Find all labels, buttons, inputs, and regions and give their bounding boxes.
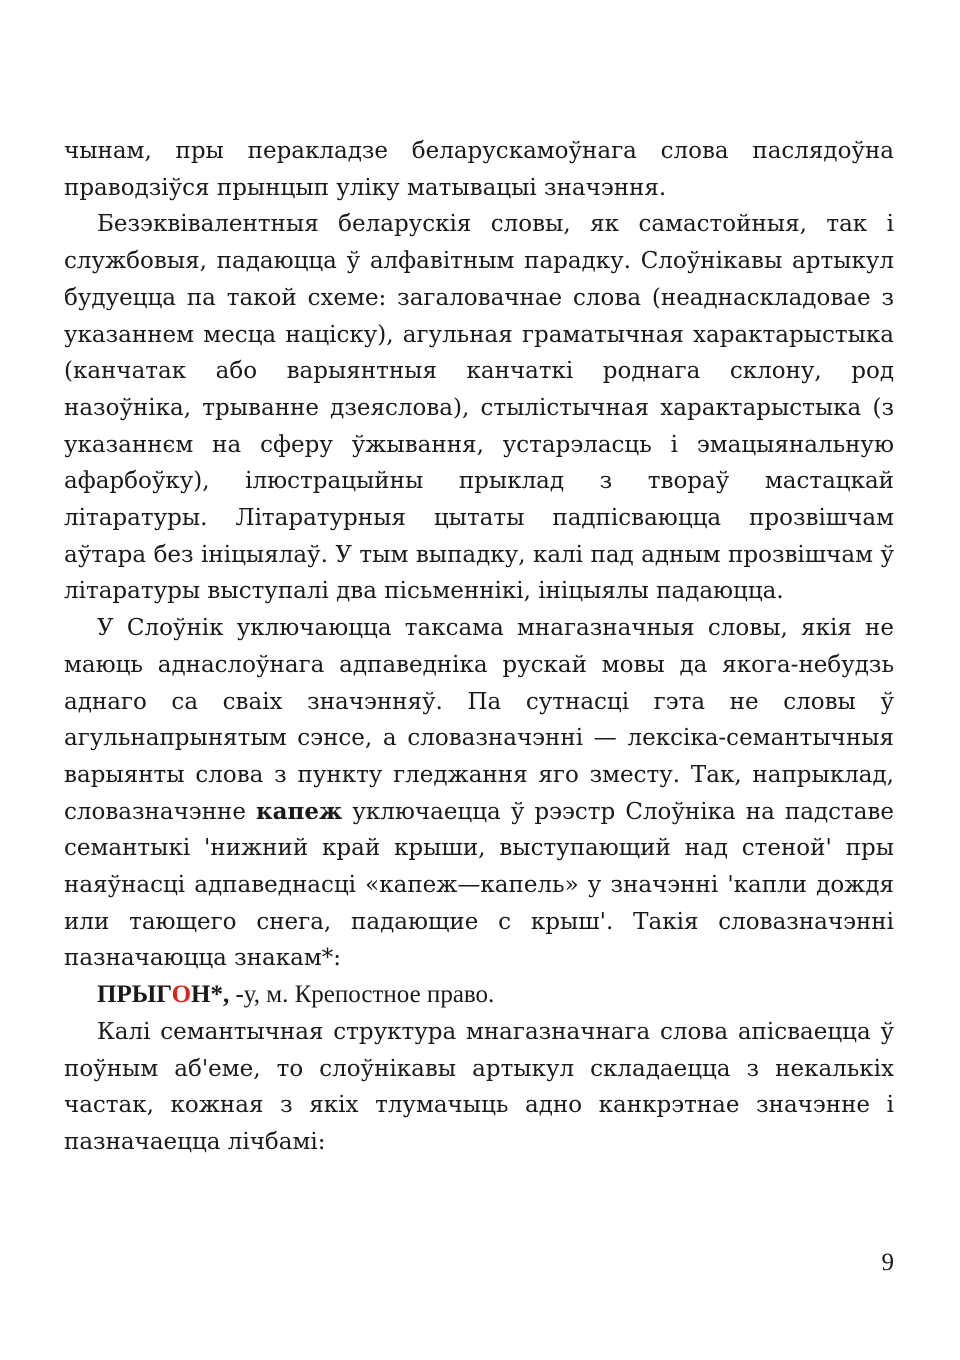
bold-headword-kapezh: капеж [256,797,343,825]
page-number: 9 [881,1249,894,1276]
paragraph-text-before: У Слоўнік уключаюцца таксама мнагазначныя словы, якія не маюць аднаслоўнага адпаведніка рускай мовы да якога-небудзь аднаго са сваіх значэнняў. Па сутнасці гэта не словы ў агульнапрынятым сэнсе, а словазначэнні — лексіка-семантычныя варыянты слова з пункту гледжання яго зместу. Так, напрыклад, словазначэнне [64,615,894,825]
example-headword-stressed-vowel: О [171,981,192,1009]
example-headword-end: Н*, [191,981,230,1009]
body-text [64,133,894,1161]
paragraph-continuation: чынам, пры перакладзе беларускамоўнага слова паслядоўна праводзіўся прынцып уліку матывацыі значэння. [64,138,894,201]
dictionary-example-entry [64,977,894,1014]
paragraph-semantic-structure: Калі семантычная структура мнагазначнага слова апісваецца ў поўным аб'еме, то слоўнікавы артыкул складаецца з некалькіх частак, кожная з якіх тлумачыць адно канкрэтнае значэнне і пазначаецца лічбамі: [64,1018,894,1155]
paragraph-headword-scheme: Безэквівалентныя беларускія словы, як самастойныя, так і службовыя, падаюцца ў алфавітным парадку. Слоўнікавы артыкул будуецца па такой схеме: загаловачнае слова (неаднаскладовае з указаннем месца націску), агульная граматычная характарыстыка (канчатак або варыянтныя канчаткі роднага склону, род назоўніка, трыванне дзеяслова), стылістычная характарыстыка (з указаннєм на сферу ўжывання, устарэласць і эмацыянальную афарбоўку), ілюстрацыйны прыклад з твораў мастацкай літаратуры. Літаратурныя цытаты падпісваюцца прозвішчам аўтара без ініцыялаў. У тым выпадку, калі пад адным прозвішчам ў літаратуры выступалі два пісьменнікі, ініцыялы падаюцца. [64,211,894,605]
paragraph-text-after: уключаецца ў рээстр Слоўніка на падставе семантыкі 'нижний край крыши, выступающий над стеной' пры наяўнасці адпаведнасці «капеж—капель» у значэнні 'капли дождя или тающего снега, падающие с крыш'. Такія словазначэнні пазначаюцца знакам*: [64,798,894,972]
paragraph-polysemous-words [64,610,894,977]
example-headword-start: ПРЫГ [97,981,172,1009]
example-definition: -у, м. Крепостное право. [229,981,495,1009]
